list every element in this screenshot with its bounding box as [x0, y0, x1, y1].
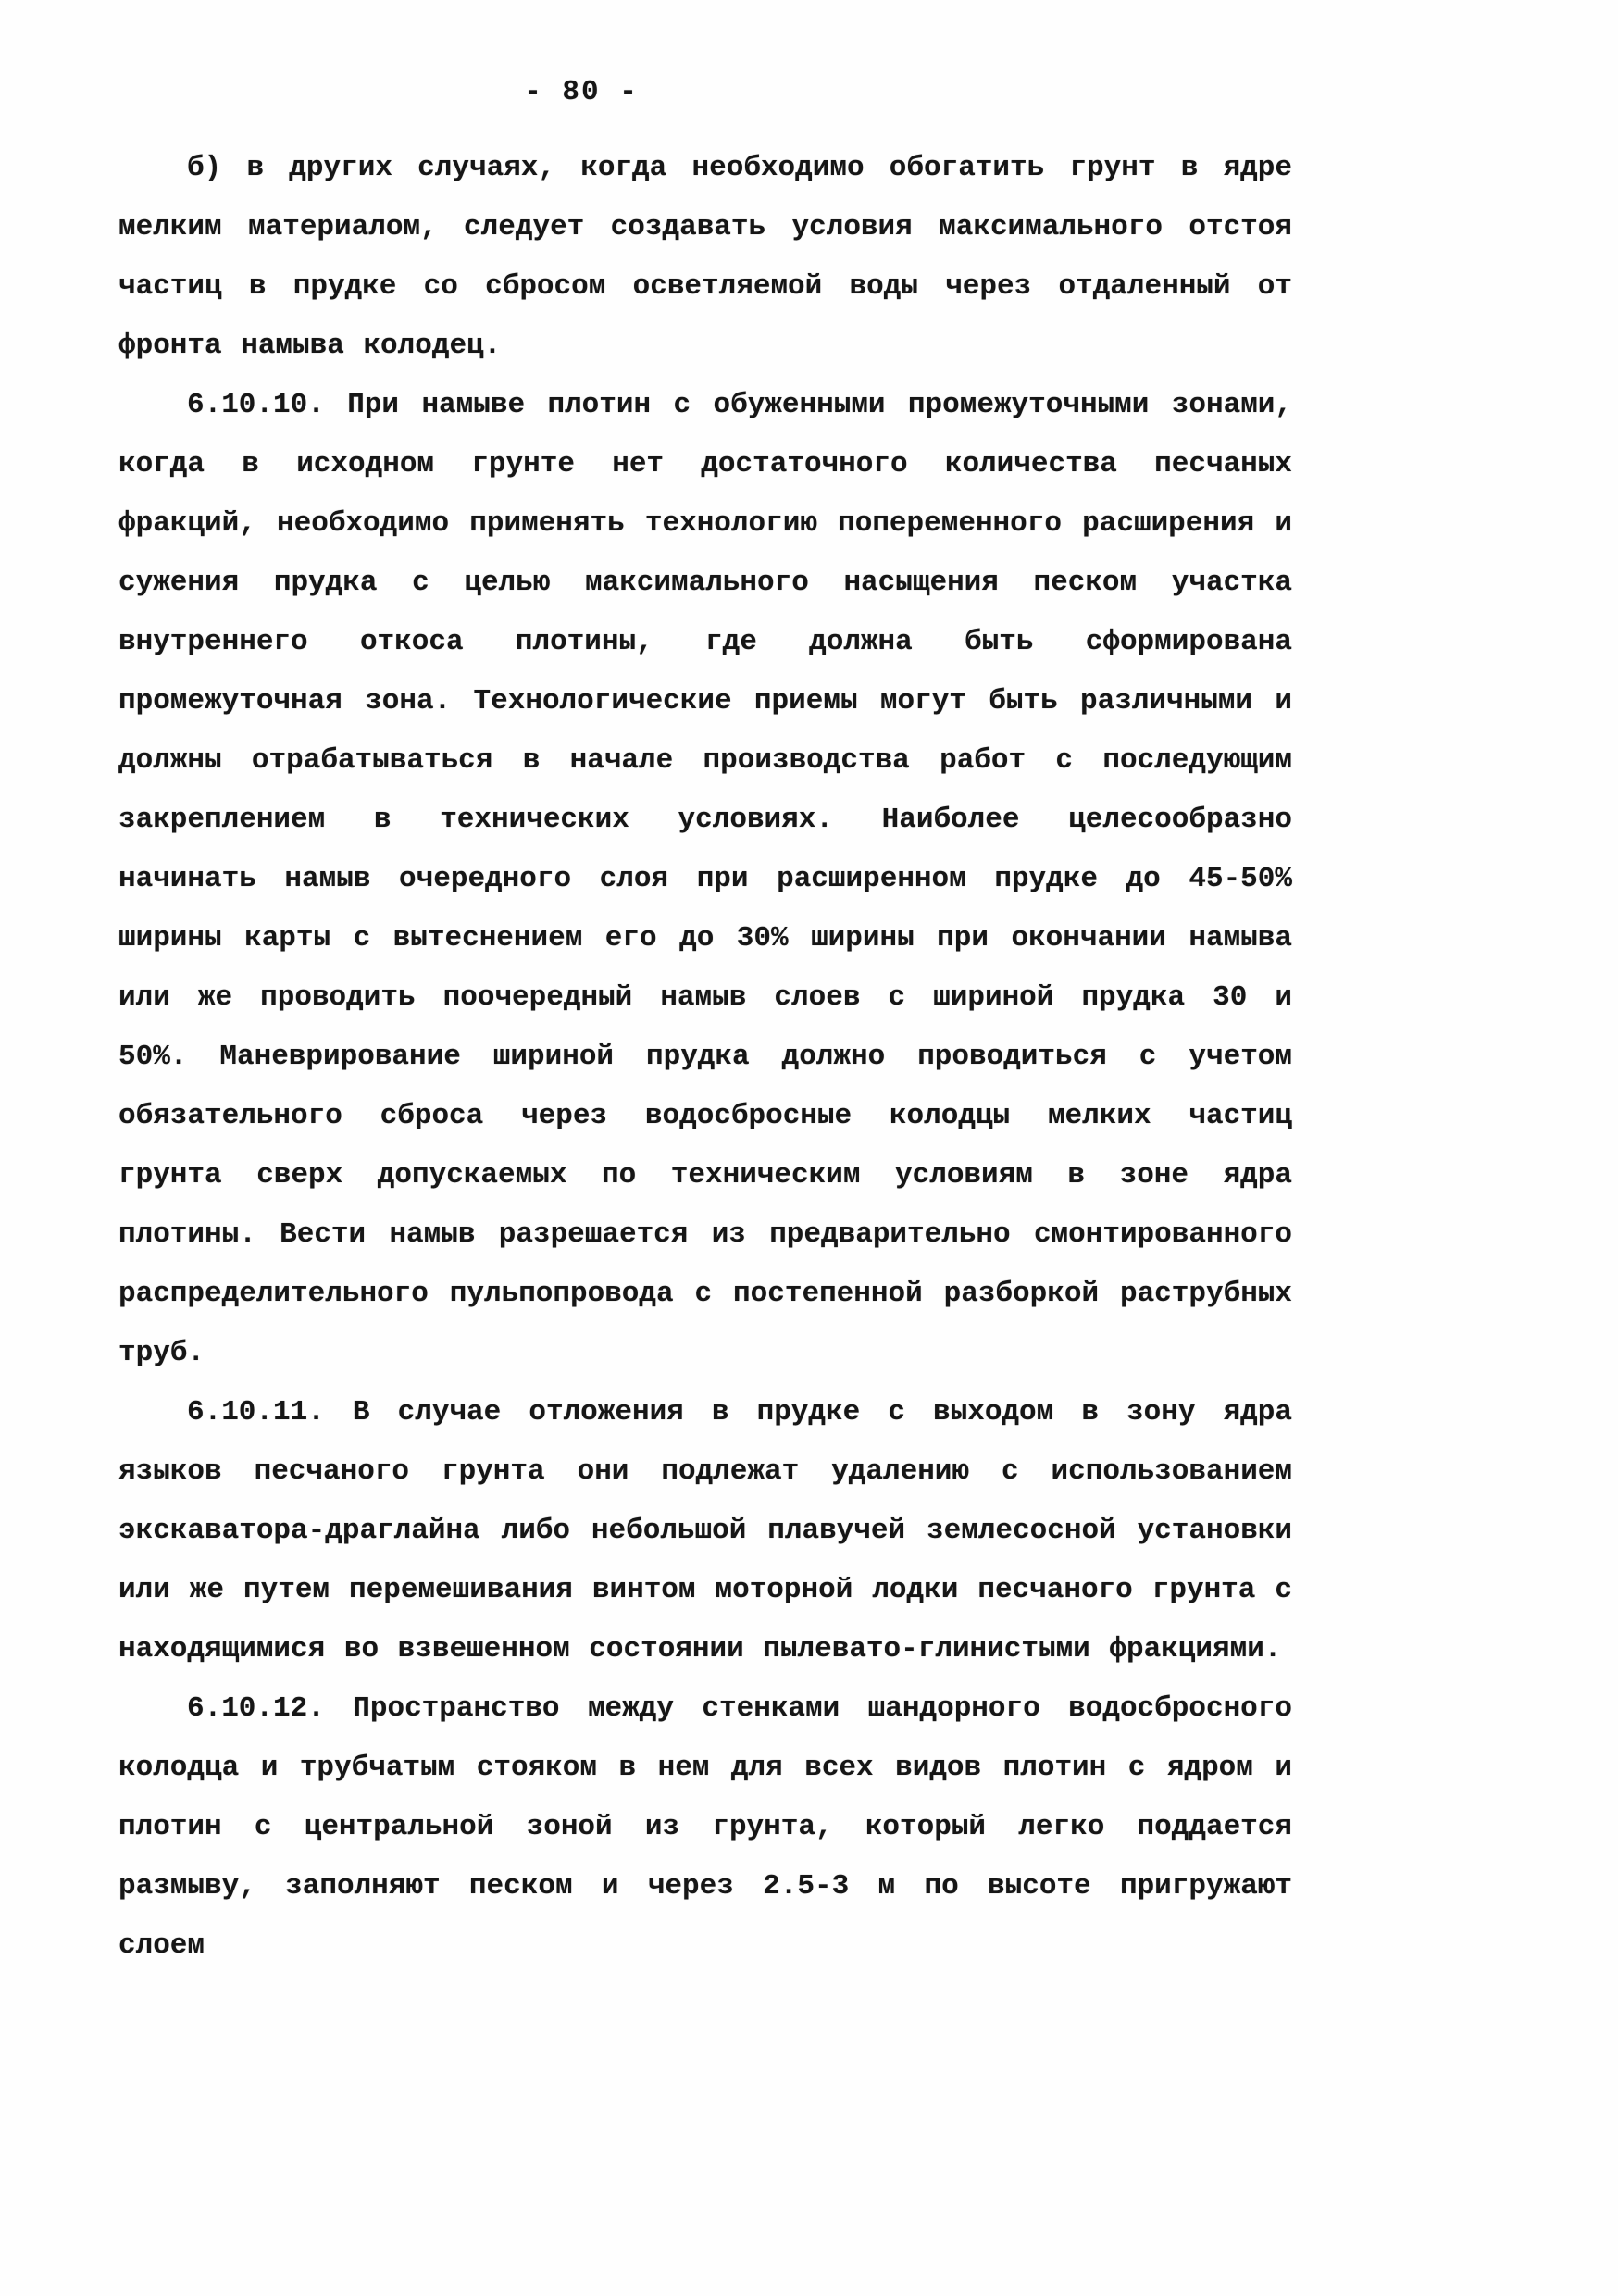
paragraph-6-10-12: 6.10.12. Пространство между стенками шандорного водосбросного колодца и трубчатым стояком в нем для всех видов плотин с ядром и плотин с центральной зоной из грунта, который легко поддается размыву, заполняют песком и через 2.5-3 м по высоте пригружают слоем: [118, 1692, 1292, 1962]
text-body: [118, 139, 1292, 1976]
paragraph-6-10-11: 6.10.11. В случае отложения в прудке с выходом в зону ядра языков песчаного грунта они подлежат удалению с использованием экскаватора-драглайна либо небольшой плавучей землесосной установки или же путем перемешивания винтом моторной лодки песчаного грунта с находящимися во взвешенном состоянии пылевато-глинистыми фракциями.: [118, 1396, 1292, 1666]
paragraph-6-10-10: 6.10.10. При намыве плотин с обуженными промежуточными зонами, когда в исходном грунте нет достаточного количества песчаных фракций, необходимо применять технологию попеременного расширения и сужения прудка с целью максимального насыщения песком участка внутреннего откоса плотины, где должна быть сформирована промежуточная зона. Технологические приемы могут быть различными и должны отрабатываться в начале производства работ с последующим закреплением в технических условиях. Наиболее целесообразно начинать намыв очередного слоя при расширенном прудке до 45-50% ширины карты с вытеснением его до 30% ширины при окончании намыва или же проводить поочередный намыв слоев с шириной прудка 30 и 50%. Маневрирование шириной прудка должно проводиться с учетом обязательного сброса через водосбросные колодцы мелких частиц грунта сверх допускаемых по техническим условиям в зоне ядра плотины. Вести намыв разрешается из предварительно смонтированного распределительного пульпопровода с постепенной разборкой раструбных труб.: [118, 389, 1292, 1369]
page-number: - 80 -: [524, 76, 639, 108]
paragraph-item-b: б) в других случаях, когда необходимо обогатить грунт в ядре мелким материалом, следует создавать условия максимального отстоя частиц в прудке со сбросом осветляемой воды через отдаленный от фронта намыва колодец.: [118, 152, 1292, 362]
